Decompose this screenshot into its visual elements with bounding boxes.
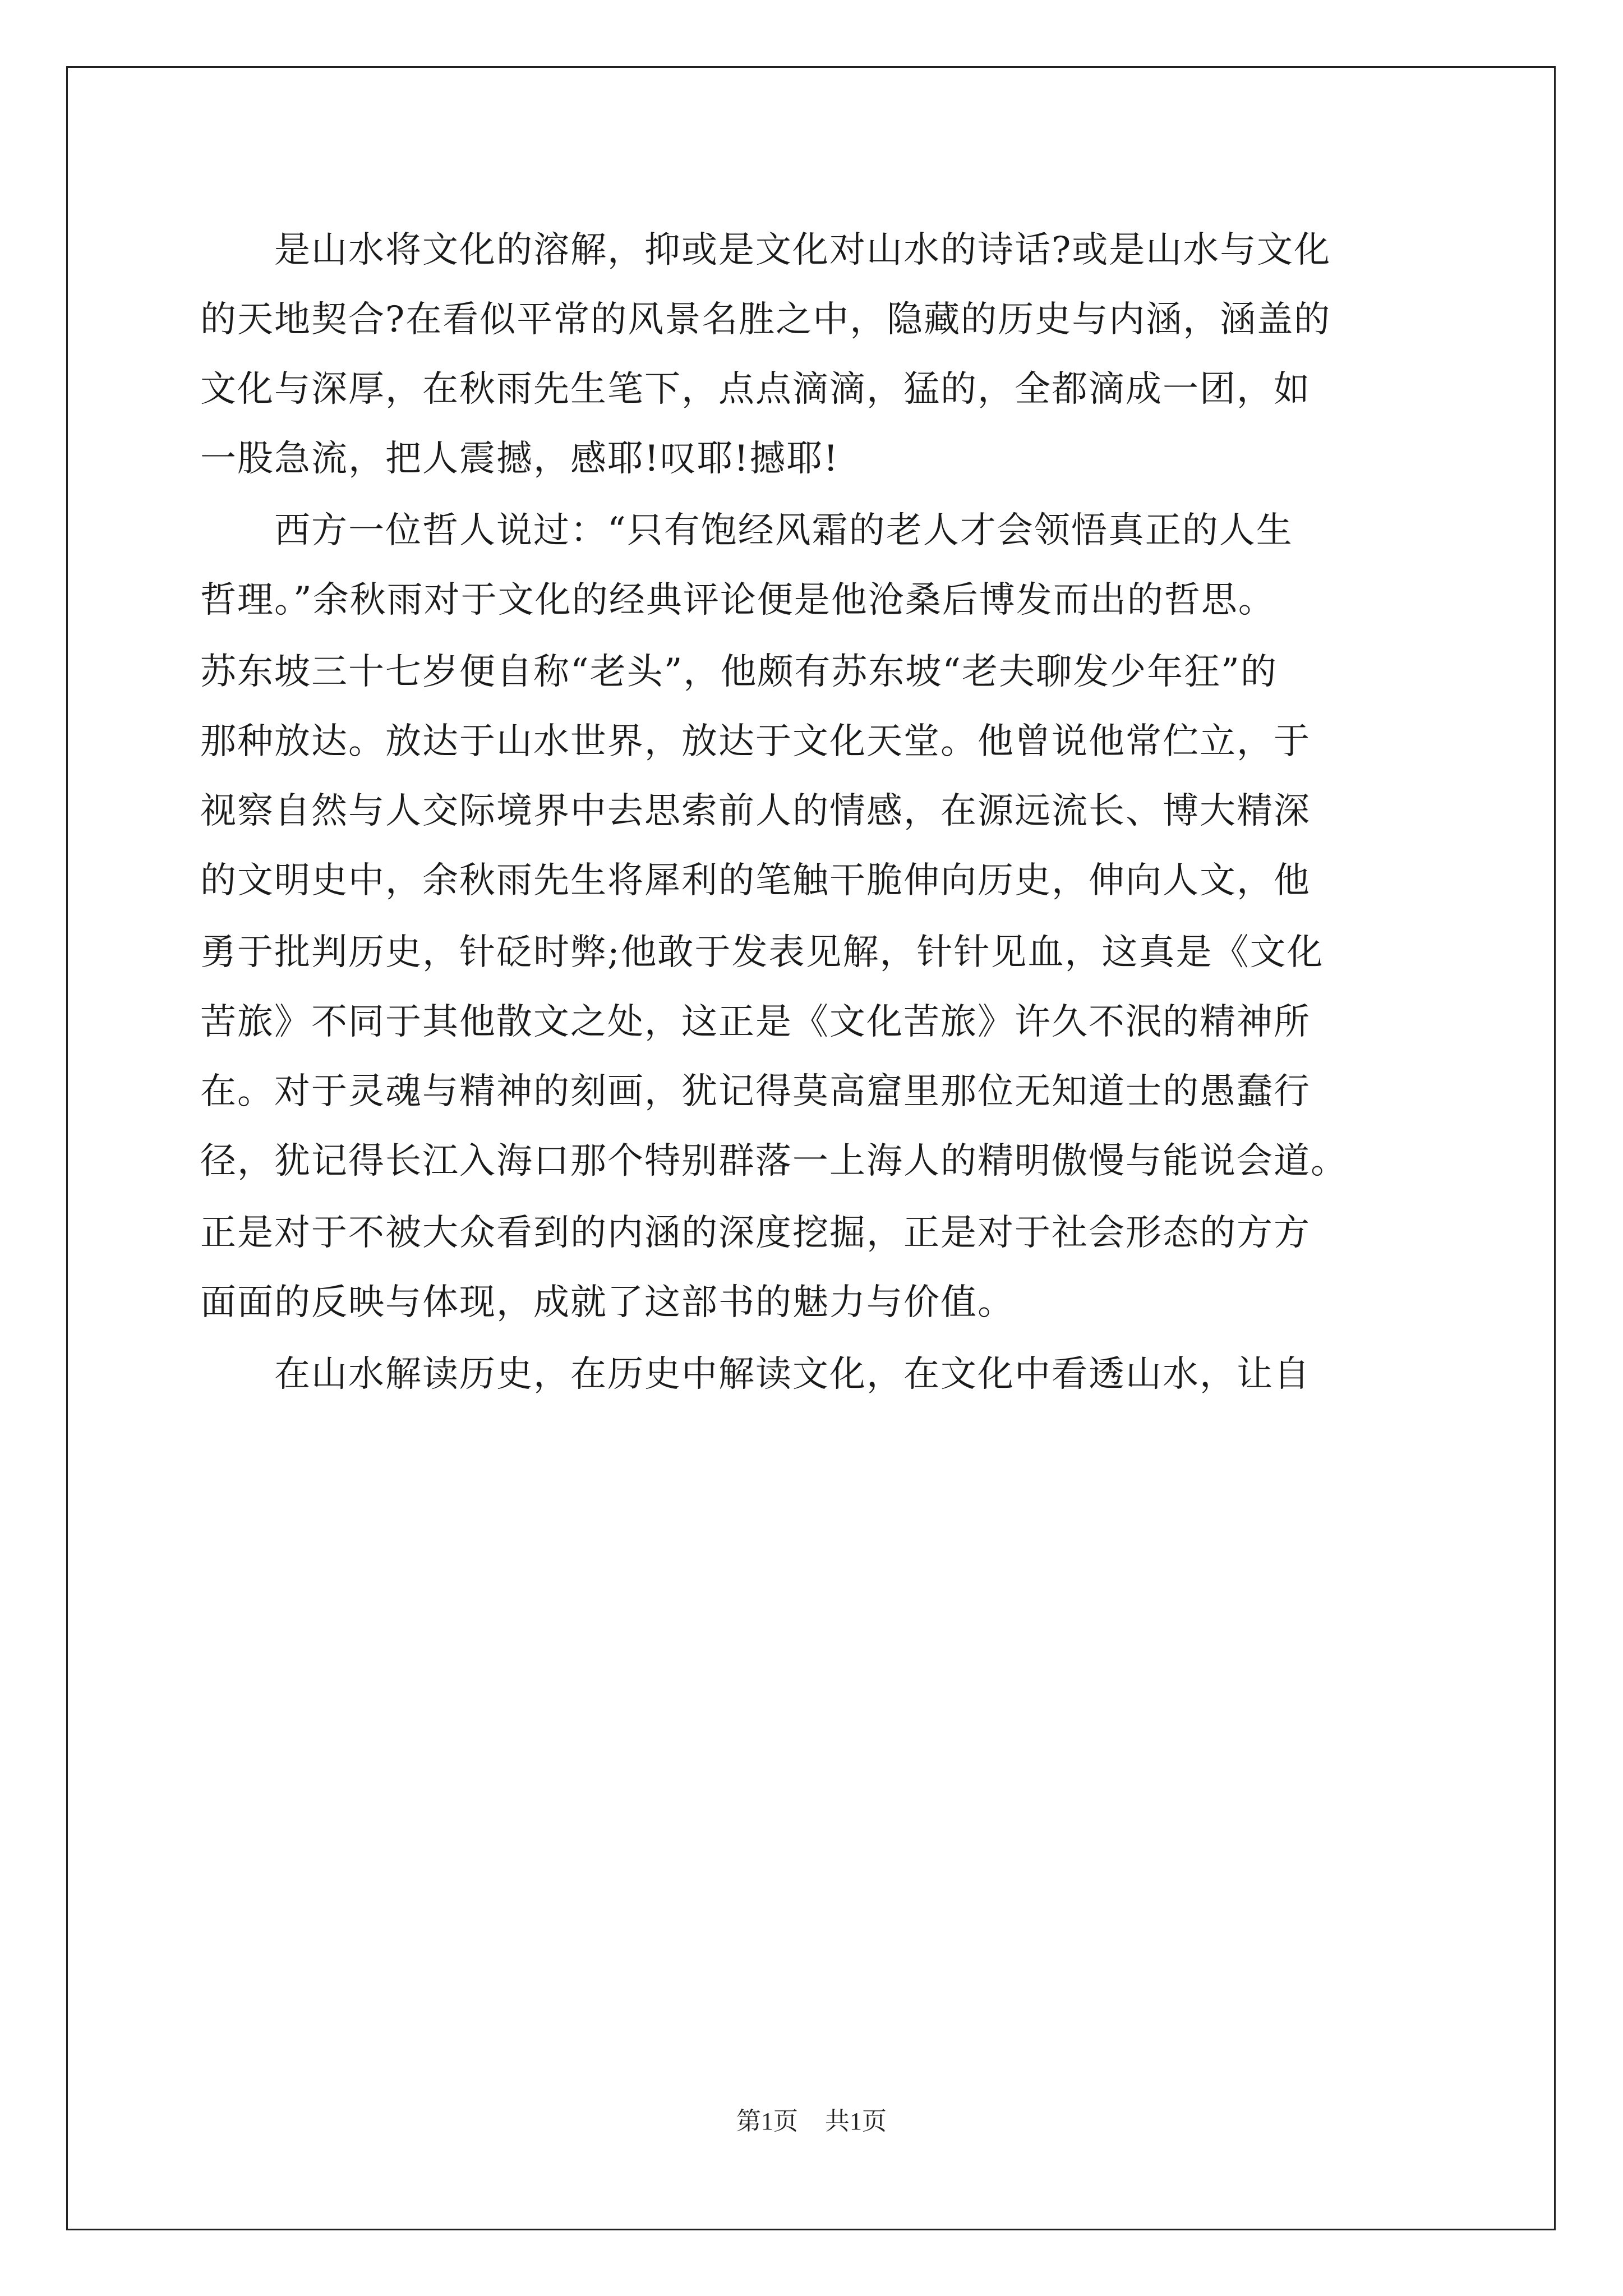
paragraph-2-line-4: 那种放达。放达于山水世界，放达于文化天堂。他曾说他常伫立，于 [200,721,1311,762]
paragraph-2-line-12: 面面的反映与体现，成就了这部书的魅力与价值。 [200,1282,1015,1323]
paragraph-2-line-3: 苏东坡三十七岁便自称“老头”，他颇有苏东坡“老夫聊发少年狂”的 [200,651,1278,693]
paragraph-2-line-7: 勇于批判历史，针砭时弊;他敢于发表见解，针针见血，这真是《文化 [200,932,1324,973]
paragraph-1-line-1: 是山水将文化的溶解，抑或是文化对山水的诗话?或是山水与文化 [274,229,1331,271]
page-number: 第1页 [736,2108,798,2135]
paragraph-3-line-1: 在山水解读历史，在历史中解读文化，在文化中看透山水，让自 [274,1354,1311,1395]
paragraph-1-line-2: 的天地契合?在看似平常的风景名胜之中，隐藏的历史与内涵，涵盖的 [200,299,1331,341]
paragraph-1-line-4: 一股急流，把人震撼，感耶!叹耶!撼耶! [200,438,840,480]
paragraph-2-line-6: 的文明史中，余秋雨先生将犀利的笔触干脆伸向历史，伸向人文，他 [200,860,1311,901]
paragraph-2-line-5: 视察自然与人交际境界中去思索前人的情感，在源远流长、博大精深 [200,790,1311,832]
paragraph-2-line-8: 苦旅》不同于其他散文之处，这正是《文化苦旅》许久不泯的精神所 [200,1001,1311,1043]
paragraph-2-line-10: 径，犹记得长江入海口那个特别群落一上海人的精明傲慢与能说会道。 [200,1140,1348,1182]
paragraph-2-line-9: 在。对于灵魂与精神的刻画，犹记得莫高窟里那位无知道士的愚蠢行 [200,1071,1311,1112]
paragraph-2-line-11: 正是对于不被大众看到的内涵的深度挖掘，正是对于社会形态的方方 [200,1212,1311,1254]
paragraph-1-line-3: 文化与深厚，在秋雨先生笔下，点点滴滴，猛的，全都滴成一团，如 [200,369,1311,410]
page-footer [0,2099,1623,2144]
page-total: 共1页 [825,2108,887,2135]
paragraph-2-line-2: 哲理。”余秋雨对于文化的经典评论便是他沧桑后博发而出的哲思。 [200,579,1275,621]
paragraph-2-line-1: 西方一位哲人说过：“只有饱经风霜的老人才会领悟真正的人生 [274,510,1293,551]
